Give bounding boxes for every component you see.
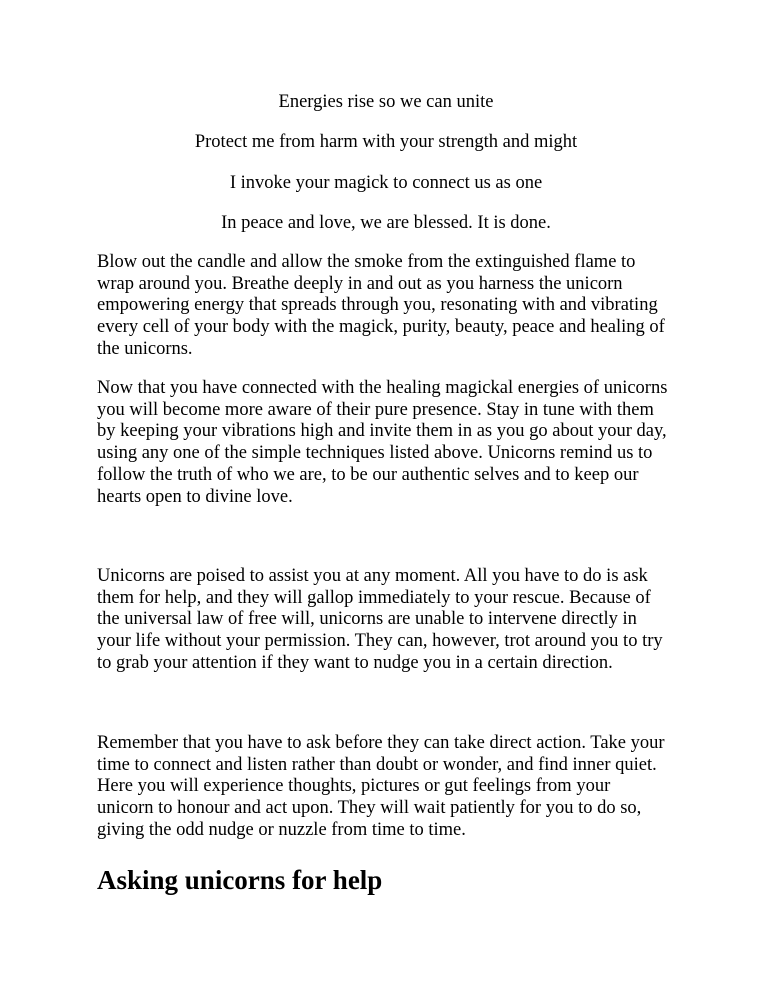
text-line: follow the truth of who we are, to be our authentic selves and to keep our	[97, 464, 639, 485]
text-line: the universal law of free will, unicorns are unable to intervene directly in	[97, 609, 637, 630]
paragraph-connected	[97, 378, 697, 508]
paragraph-poised	[97, 566, 697, 675]
text-line: time to connect and listen rather than doubt or wonder, and find inner quiet.	[97, 754, 657, 775]
text-line: unicorn to honour and act upon. They will wait patiently for you to do so,	[97, 798, 642, 819]
text-line: your life without your permission. They can, however, trot around you to try	[97, 631, 663, 652]
paragraph-remember	[97, 733, 697, 842]
text-line: the unicorns.	[97, 338, 193, 359]
text-line: every cell of your body with the magick, purity, beauty, peace and healing of	[97, 317, 665, 338]
text-line: you will become more aware of their pure presence. Stay in tune with them	[97, 399, 654, 420]
text-line: Remember that you have to ask before they can take direct action. Take your	[97, 733, 665, 753]
text-line: Blow out the candle and allow the smoke from the extinguished flame to	[97, 252, 636, 272]
section-heading: Asking unicorns for help	[97, 865, 383, 895]
text-line: Unicorns are poised to assist you at any moment. All you have to do is ask	[97, 566, 648, 586]
text-line: Here you will experience thoughts, pictures or gut feelings from your	[97, 776, 611, 797]
verse-line: Energies rise so we can unite	[278, 92, 494, 112]
verse-line: I invoke your magick to connect us as one	[229, 173, 543, 193]
verse-line: In peace and love, we are blessed. It is done.	[221, 213, 551, 233]
text-line: giving the odd nudge or nuzzle from time to time.	[97, 819, 466, 840]
text-line: using any one of the simple techniques listed above. Unicorns remind us to	[97, 443, 653, 464]
text-line: hearts open to divine love.	[97, 486, 293, 507]
text-line: empowering energy that spreads through you, resonating with and vibrating	[97, 295, 658, 316]
text-line: wrap around you. Breathe deeply in and out as you harness the unicorn	[97, 273, 623, 294]
text-line: by keeping your vibrations high and invite them in as you go about your day,	[97, 421, 667, 442]
text-line: to grab your attention if they want to nudge you in a certain direction.	[97, 652, 613, 673]
text-line: Now that you have connected with the healing magickal energies of unicorns	[97, 378, 668, 398]
text-line: them for help, and they will gallop immediately to your rescue. Because of	[97, 587, 651, 608]
paragraph-candle	[97, 252, 697, 361]
verse-line: Protect me from harm with your strength and might	[194, 132, 578, 152]
